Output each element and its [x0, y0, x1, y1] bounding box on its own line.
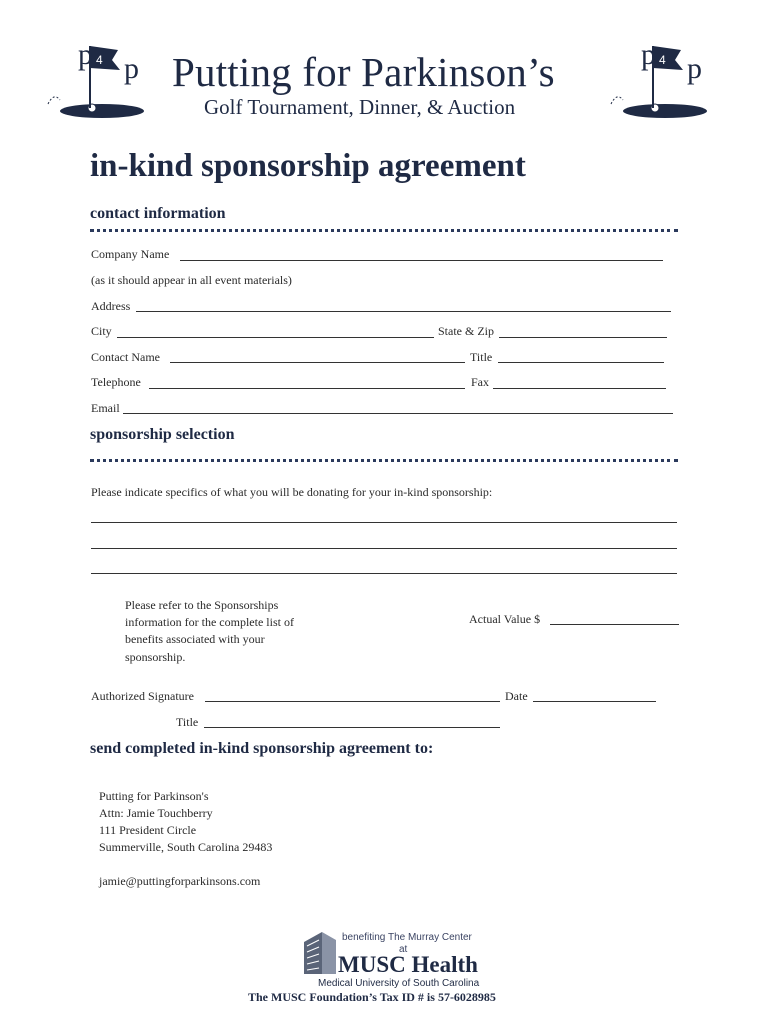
title-label: Title — [470, 350, 493, 364]
actual-value-field[interactable] — [550, 624, 679, 625]
email-field[interactable] — [123, 413, 673, 414]
golf-flag-icon — [40, 34, 150, 124]
signer-title-label: Title — [176, 715, 199, 729]
logo-digit-4: 4 — [96, 53, 103, 67]
sponsorship-note-line: Please refer to the Sponsorships — [125, 598, 279, 612]
email-label: Email — [91, 401, 120, 415]
sponsorship-heading: sponsorship selection — [90, 426, 235, 443]
sponsorship-note-line: benefits associated with your — [125, 632, 265, 646]
company-name-field[interactable] — [180, 260, 663, 261]
logo-letter-p2: p — [687, 52, 702, 85]
title-field[interactable] — [498, 362, 664, 363]
fax-field[interactable] — [493, 388, 666, 389]
section-divider — [90, 229, 678, 232]
donation-line-2[interactable] — [91, 548, 677, 549]
logo-letter-p: p — [641, 38, 656, 71]
mailing-address-line: Putting for Parkinson's — [99, 789, 209, 803]
authorized-signature-field[interactable] — [205, 701, 500, 702]
fax-label: Fax — [471, 375, 489, 389]
sponsorship-note-line: information for the complete list of — [125, 615, 294, 629]
musc-building-icon — [300, 930, 340, 975]
authorized-signature-label: Authorized Signature — [91, 689, 194, 703]
event-subtitle: Golf Tournament, Dinner, & Auction — [204, 95, 516, 119]
company-name-note: (as it should appear in all event materials) — [91, 273, 292, 287]
logo-letter-p2: p — [124, 52, 139, 85]
date-label: Date — [505, 689, 528, 703]
donation-line-1[interactable] — [91, 522, 677, 523]
logo-digit-4: 4 — [659, 53, 666, 67]
section-divider — [90, 459, 678, 462]
city-label: City — [91, 324, 112, 338]
city-field[interactable] — [117, 337, 434, 338]
sponsorship-note-line: sponsorship. — [125, 650, 186, 664]
golf-flag-icon — [603, 34, 713, 124]
donation-line-3[interactable] — [91, 573, 677, 574]
address-field[interactable] — [136, 311, 671, 312]
contact-email: jamie@puttingforparkinsons.com — [99, 874, 261, 888]
telephone-label: Telephone — [91, 375, 141, 389]
send-to-heading: send completed in-kind sponsorship agreement to: — [90, 740, 434, 757]
company-name-label: Company Name — [91, 247, 170, 261]
actual-value-label: Actual Value $ — [469, 612, 541, 626]
mailing-address-line: 111 President Circle — [99, 823, 197, 837]
state-zip-label: State & Zip — [438, 324, 494, 338]
university-text: Medical University of South Carolina — [318, 978, 480, 989]
logo-letter-p: p — [78, 38, 93, 71]
at-text: at — [399, 944, 408, 955]
contact-heading: contact information — [90, 205, 226, 222]
tax-id-text: The MUSC Foundation’s Tax ID # is 57-6028985 — [248, 990, 496, 1004]
event-title: Putting for Parkinson’s — [172, 49, 555, 95]
contact-name-label: Contact Name — [91, 350, 160, 364]
sponsorship-instructions: Please indicate specifics of what you will be donating for your in-kind sponsorship: — [91, 485, 493, 499]
p4p-logo-right — [603, 34, 713, 124]
signer-title-field[interactable] — [204, 727, 500, 728]
contact-name-field[interactable] — [170, 362, 465, 363]
address-label: Address — [91, 299, 131, 313]
p4p-logo-left — [40, 34, 150, 124]
document-title: in-kind sponsorship agreement — [90, 148, 526, 184]
date-field[interactable] — [533, 701, 656, 702]
benefiting-text: benefiting The Murray Center — [342, 932, 472, 943]
musc-health-logo-text: MUSC Health — [338, 952, 478, 977]
mailing-address-line: Attn: Jamie Touchberry — [99, 806, 213, 820]
mailing-address-line: Summerville, South Carolina 29483 — [99, 840, 273, 854]
state-zip-field[interactable] — [499, 337, 667, 338]
telephone-field[interactable] — [149, 388, 465, 389]
